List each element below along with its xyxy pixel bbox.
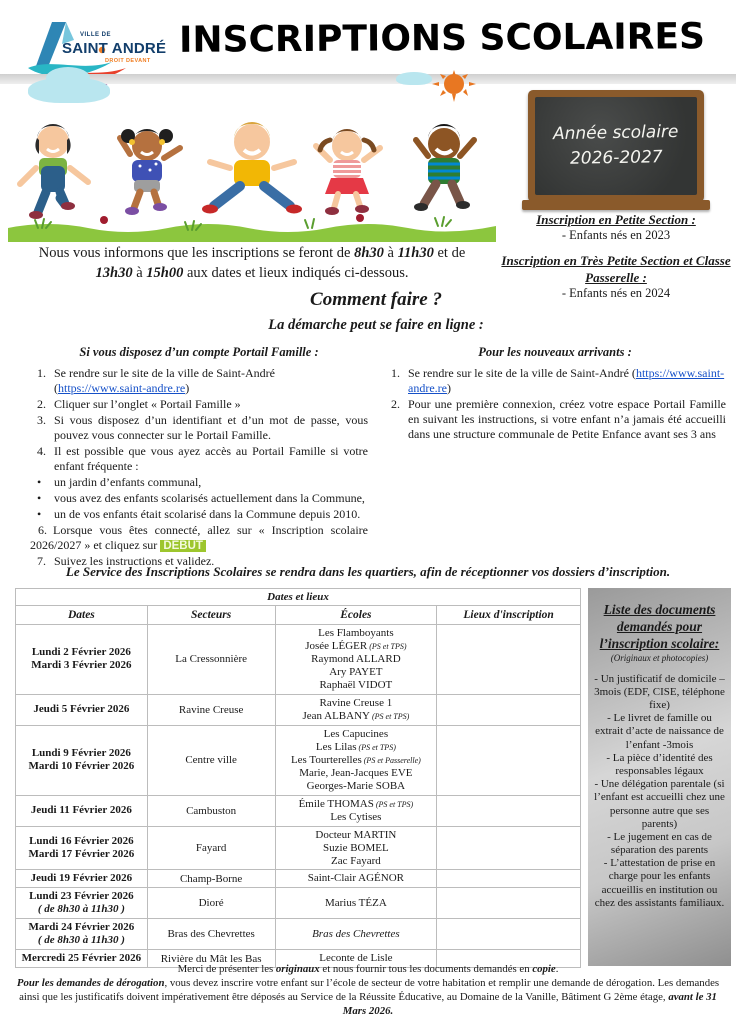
text-segment: à [383,245,398,261]
text-segment: , vous devez inscrire votre enfant sur l’école de secteur de votre habitation et remplir une demande de dérogation. Les demandes ainsi que les justificatifs doivent impérativement être déposés au Service de la Réussite Éducative, au Domaine de la Vanille, Bâtiment G 2ème étage, [19,977,720,1004]
service-announcement: Le Service des Inscriptions Scolaires se rendra dans les quartiers, afin de réceptionner vos dossiers d’inscription. [65,564,671,579]
list-marker: 1. [391,365,400,380]
table-row [16,625,581,695]
list-marker: 3. [37,412,46,427]
text-segment: . [555,963,559,975]
text-segment: Il est possible que vous ayez accès au Portail Famille si votre enfant fréquente : [54,443,368,473]
secteur-cell: Cambuston [147,795,275,826]
cloud-icon [28,77,110,103]
document-item: - L’attestation de prise en charge pour les enfants accueillis en institution ou chez des assistants familiaux. [594,857,725,909]
list-item [384,397,726,442]
secteur-cell: Champ-Borne [147,870,275,888]
list-item [30,507,368,522]
text-segment: Nous vous informons que les inscriptions se feront de [38,245,355,261]
logo-city-name: SAINT ANDRÉ [62,40,167,57]
list-item-text [408,366,724,395]
document-item: - Le livret de famille ou extrait d’acte de naissance de l’enfant -3mois [595,712,724,751]
chalkboard-surface [535,97,697,195]
text-segment: ) [446,380,451,395]
table-row [16,919,581,950]
text-segment: et nous fournir tous les documents demandés en [319,963,533,975]
lieu-cell [437,725,581,795]
documents-list [592,673,727,910]
tres-petite-section-item: - Enfants nés en 2024 [561,285,671,300]
dates-cell: Jeudi 19 Février 2026 [16,870,148,888]
text-segment: ) [185,380,190,395]
children-illustration [8,102,496,242]
text-segment: originaux [275,963,320,975]
sun-icon [432,70,476,104]
list-item [30,523,368,553]
list-item-text [54,507,360,521]
list-item [30,413,368,443]
lieu-cell [437,826,581,870]
text-segment: et de [433,245,466,261]
ecoles-cell: Leconte de Lisle [275,950,437,968]
list-item-text [54,491,365,505]
saint-andre-link[interactable]: https://www.saint-andre.re [58,380,186,395]
ecoles-cell: Saint-Clair AGÉNOR [275,870,437,888]
text-segment: copie [532,963,556,975]
text-segment: Se rendre sur le site de la ville de Saint-André ( [54,365,275,395]
table-row [16,725,581,795]
header-divider [0,74,736,84]
petite-section-item: - Enfants nés en 2023 [561,228,671,243]
text-segment: avant le 31 Mars 2026. [342,991,717,1018]
ecoles-cell: Ravine Creuse 1 Jean ALBANY (PS et TPS) [275,694,437,725]
text-segment: un jardin d’enfants communal, [54,474,202,489]
table-row [16,870,581,888]
document-item: - Une délégation parentale (si l’enfant est accueilli chez une personne autre que ses parents) [594,778,725,830]
ecoles-cell: Docteur MARTIN Suzie BOMEL Zac Fayard [275,826,437,870]
portail-famille-heading: Si vous disposez d’un compte Portail Famille : [79,345,319,359]
lieu-cell [437,625,581,695]
lieu-cell [437,919,581,950]
table-row [16,795,581,826]
chalkboard-tray [522,200,710,210]
text-segment: aux dates et lieux indiqués ci-dessous. [183,264,409,281]
list-item-text [54,475,201,489]
list-item [30,491,368,506]
ecoles-cell: Bras des Chevrettes [275,919,437,950]
table-header-row [16,606,581,625]
how-to-title: Comment faire ? [310,289,442,310]
ecoles-cell: Les Flamboyants Josée LÉGER (PS et TPS) Raymond ALLARD Ary PAYET Raphaël VIDOT [275,625,437,695]
intro-paragraph [28,244,476,283]
table-caption: Dates et lieux [16,589,581,606]
dates-cell: Jeudi 5 Février 2026 [16,694,148,725]
list-item-text [54,366,275,395]
list-item [384,366,726,396]
dates-cell: Jeudi 11 Février 2026 [16,795,148,826]
logo-ville-label: VILLE DE [80,32,112,38]
list-item [30,366,368,396]
petite-section-title: Inscription en Petite Section : [536,212,696,227]
tres-petite-section-title: Inscription en Très Petite Section et Classe Passerelle : [501,253,731,285]
chalkboard [528,90,704,202]
text-segment: Pour les demandes de dérogation [16,977,165,990]
document-item: - Le jugement en cas de séparation des parents [607,830,712,857]
ecoles-cell: Émile THOMAS (PS et TPS) Les Cytises [275,795,437,826]
how-to-subtitle: La démarche peut se faire en ligne : [268,317,484,333]
logo-tagline: DROIT DEVANT [105,58,151,64]
dates-cell: Lundi 9 Février 2026 Mardi 10 Février 2026 [16,725,148,795]
text-segment: 8h30 [354,245,384,261]
col-header-dates: Dates [16,606,148,625]
list-marker: • [37,474,42,489]
secteur-cell: La Cressonnière [147,625,275,695]
secteur-cell: Ravine Creuse [147,694,275,725]
portail-famille-column [30,345,368,570]
col-header-ecoles: Écoles [275,606,437,625]
list-marker: • [37,506,42,521]
secteur-cell: Bras des Chevrettes [147,919,275,950]
text-segment: Lorsque vous êtes connecté, allez sur « Inscription scolaire 2026/2027 » et cliquez sur [30,522,368,552]
list-item-text [30,523,368,552]
schedule-table [15,588,581,968]
ecoles-cell: Marius TÉZA [275,888,437,919]
portail-famille-steps [30,366,368,569]
list-marker: 2. [37,396,46,411]
list-marker: 6. [38,522,47,537]
dates-cell: Mardi 24 Février 2026 ( de 8h30 à 11h30 ) [16,919,148,950]
secteur-cell: Centre ville [147,725,275,795]
nouveaux-arrivants-column [384,345,726,443]
list-marker: 4. [37,443,46,458]
text-segment: un de vos enfants était scolarisé dans la Commune depuis 2010. [54,506,361,521]
school-year-line1: Année scolaire [553,121,679,144]
text-segment: Si vous disposez d’un identifiant et d’un mot de passe, vous pouvez vous connecter sur le Portail Famille. [54,412,368,442]
col-header-lieux: Lieux d'inscription [437,606,581,625]
lieu-cell [437,795,581,826]
text-segment: vous avez des enfants scolarisés actuellement dans la Commune, [54,490,365,505]
dates-cell: Lundi 2 Février 2026 Mardi 3 Février 2026 [16,625,148,695]
lieu-cell [437,888,581,919]
text-segment: Pour une première connexion, créez votre espace Portail Famille en suivant les instructions, si votre enfant n’a jamais été accueilli dans une structure communale de Petite Enfance avant ses 3 ans [408,396,726,441]
list-marker: 1. [37,365,46,380]
list-item [30,444,368,474]
list-item-text [54,413,368,442]
secteur-cell: Dioré [147,888,275,919]
text-segment: Suivez les instructions et validez. [54,554,215,568]
text-segment: à [132,264,147,281]
dates-cell: Lundi 16 Février 2026 Mardi 17 Février 2026 [16,826,148,870]
list-item-text [54,444,368,473]
debut-button-label: DÉBUT [160,540,206,552]
table-row [16,826,581,870]
lieu-cell [437,694,581,725]
text-segment: Se rendre sur le site de la ville de Saint-André ( [408,365,636,380]
list-item-text [54,397,241,411]
secteur-cell: Fayard [147,826,275,870]
text-segment: 13h30 [95,264,133,281]
list-item [30,475,368,490]
dates-cell: Lundi 23 Février 2026 ( de 8h30 à 11h30 ) [16,888,148,919]
list-item [30,397,368,412]
table-row [16,694,581,725]
document-item: - La pièce d’identité des responsables légaux [606,751,713,777]
dates-cell: Mercredi 25 Février 2026 [16,950,148,968]
secteur-cell: Rivière du Mât les Bas [147,950,275,968]
document-item: - Un justificatif de domicile – 3mois (EDF, CISE, téléphone fixe) [594,672,725,711]
ecoles-cell: Les Capucines Les Lilas (PS et TPS) Les Tourterelles (PS et Passerelle) Marie, Jean-Jacques EVE Georges-Marie SOBA [275,725,437,795]
lieu-cell [437,870,581,888]
nouveaux-arrivants-heading: Pour les nouveaux arrivants : [478,345,632,359]
school-year-line2: 2026-2027 [569,147,663,169]
list-item-text [408,397,726,441]
cloud-icon [396,72,432,85]
text-segment: Cliquer sur l’onglet « Portail Famille » [54,396,241,411]
documents-title: Liste des documents demandés pour l’inscription scolaire: [599,602,720,651]
table-row [16,888,581,919]
list-marker: 7. [37,554,46,568]
footer-derogation-note [10,976,726,1018]
saint-andre-link[interactable]: https://www.saint-andre.re [408,365,725,395]
list-marker: 2. [391,396,400,411]
col-header-secteurs: Secteurs [147,606,275,625]
documents-subtitle: (Originaux et photocopies) [610,652,709,663]
documents-panel [588,588,731,966]
list-marker: • [37,490,42,505]
footer-notes [10,962,726,1018]
text-segment: 15h00 [146,264,184,281]
nouveaux-arrivants-steps [384,366,726,442]
page-title: INSCRIPTIONS SCOLAIRES [178,16,706,61]
footer-originals-note [10,962,726,976]
text-segment: 11h30 [397,245,434,261]
text-segment: Merci de présenter les [177,963,276,975]
